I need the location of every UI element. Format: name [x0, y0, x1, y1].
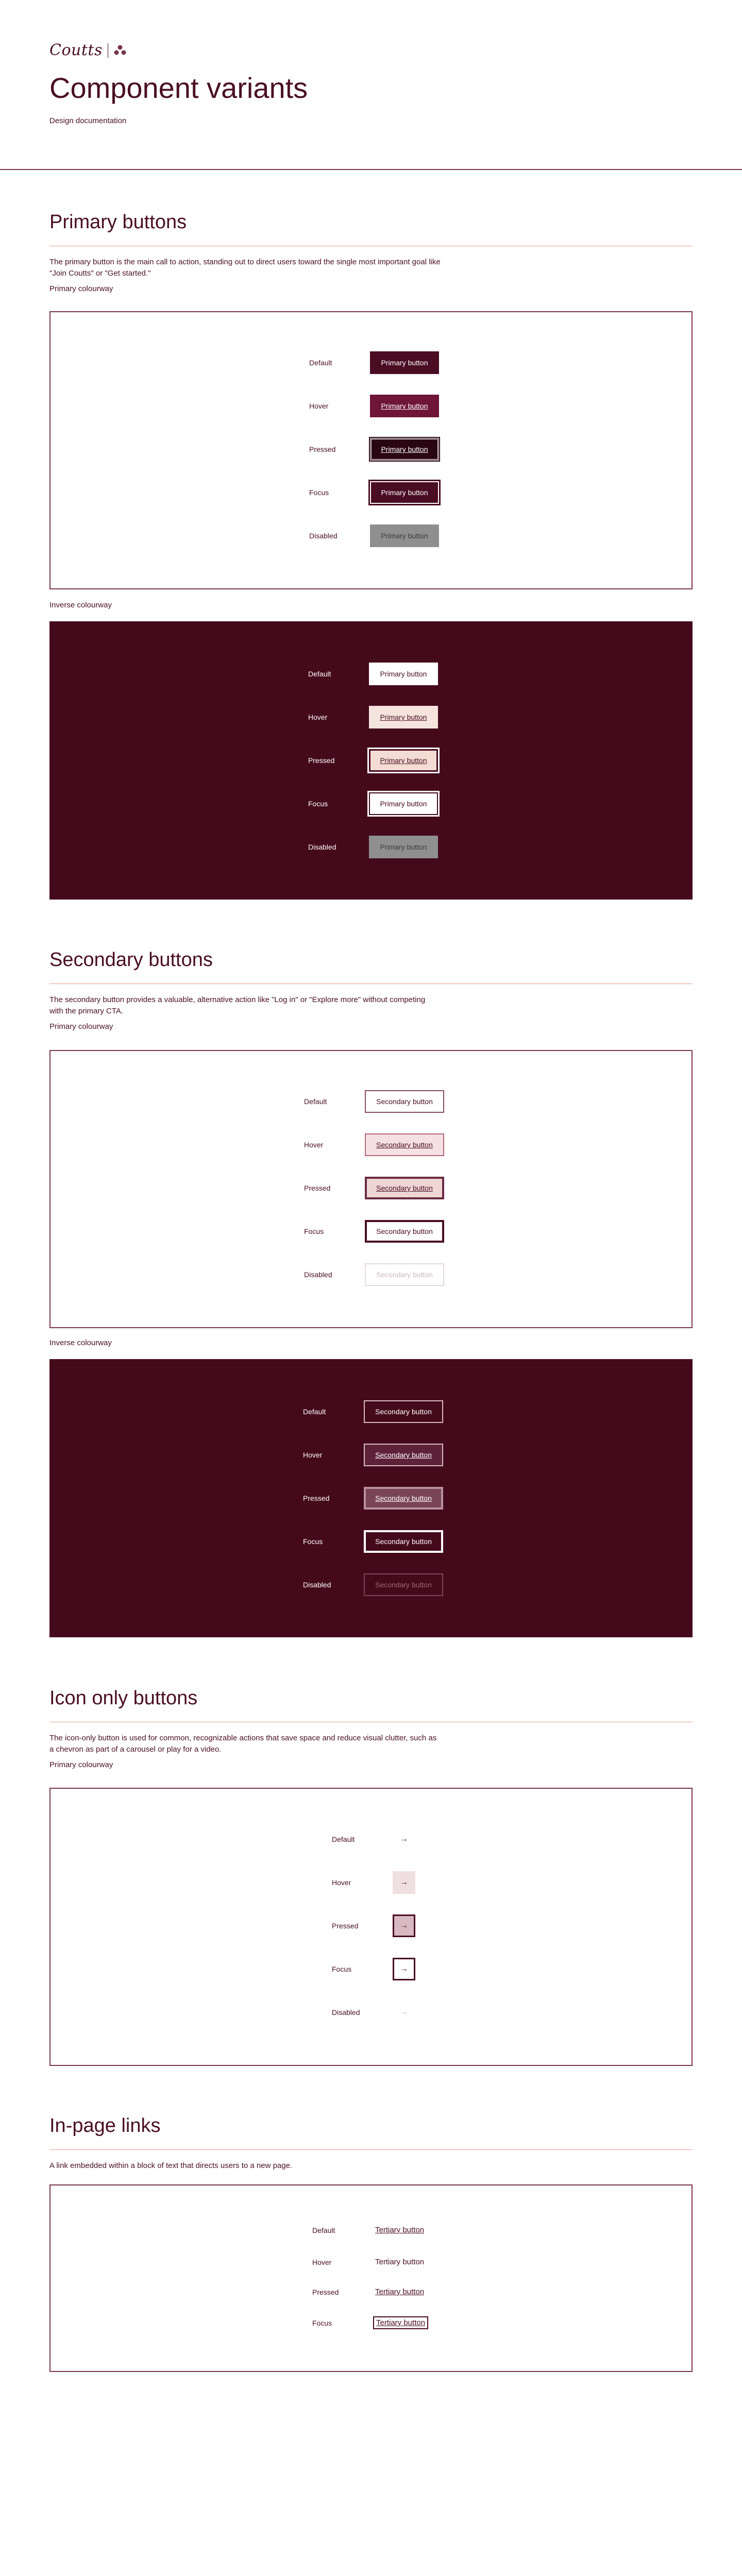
state-row-default: [312, 2225, 426, 2235]
state-row-pressed: [304, 1177, 444, 1199]
primary-button-default[interactable]: Primary button: [370, 351, 439, 374]
tertiary-link-hover[interactable]: Tertiary button: [375, 2258, 425, 2266]
state-label: Focus: [312, 2318, 332, 2327]
colourway-label: Primary colourway: [49, 284, 113, 293]
state-label: Hover: [308, 713, 328, 721]
state-row-pressed: [312, 2286, 426, 2297]
primary-inverse-panel: [49, 621, 693, 900]
state-label: Default: [303, 1408, 326, 1416]
primary-inverse-heading: [49, 601, 693, 609]
colourway-label: Inverse colourway: [49, 1338, 112, 1347]
section-description: The primary button is the main call to action, standing out to direct users toward the single most important goal like "Join Coutts" or "Get started.": [49, 258, 441, 278]
secondary-button-focus[interactable]: Secondary button: [365, 1220, 444, 1243]
state-row-hover: [304, 1133, 444, 1156]
primary-inverse-button-pressed[interactable]: Primary button: [369, 749, 438, 772]
state-row-default: [308, 663, 438, 685]
secondary-button-default[interactable]: Secondary button: [365, 1090, 444, 1113]
state-row-focus: [309, 481, 439, 504]
primary-button-disabled: Primary button: [370, 524, 439, 547]
state-label: Hover: [309, 402, 329, 410]
tertiary-link-default[interactable]: Tertiary button: [375, 2226, 425, 2234]
secondary-inverse-button-default[interactable]: Secondary button: [364, 1400, 443, 1423]
state-row-disabled: [309, 524, 439, 547]
arrow-right-icon[interactable]: →: [393, 1871, 415, 1894]
state-label: Disabled: [308, 843, 336, 851]
section-description: The secondary button provides a valuable, alternative action like "Log in" or "Explore more" without competing with the primary CTA.: [49, 995, 426, 1015]
primary-colourway-panel: [49, 311, 693, 589]
state-row-default: [332, 1828, 415, 1851]
state-row-disabled: [304, 1263, 444, 1286]
secondary-button-pressed[interactable]: Secondary button: [365, 1177, 444, 1199]
primary-button-pressed[interactable]: Primary button: [370, 438, 439, 461]
arrow-right-icon[interactable]: →: [393, 1914, 415, 1937]
secondary-colourway-panel: [49, 1050, 693, 1328]
state-label: Default: [332, 1835, 355, 1843]
secondary-button-hover[interactable]: Secondary button: [365, 1133, 444, 1156]
secondary-inverse-heading: [49, 1338, 693, 1347]
header-divider: [0, 169, 742, 170]
brand-logo: [49, 41, 127, 59]
state-label: Hover: [304, 1141, 324, 1149]
primary-inverse-button-hover[interactable]: Primary button: [369, 706, 438, 728]
section-title: In-page links: [49, 2115, 161, 2137]
state-label: Focus: [303, 1537, 323, 1546]
section-title: Secondary buttons: [49, 949, 213, 971]
section-description: The icon-only button is used for common, recognizable actions that save space and reduce visual clutter, such as a chevron as part of a carousel or play for a video.: [49, 1734, 437, 1754]
primary-inverse-button-disabled: Primary button: [369, 836, 438, 858]
links-section: [49, 2115, 693, 2172]
secondary-inverse-button-disabled: Secondary button: [364, 1573, 443, 1596]
secondary-inverse-button-pressed[interactable]: Secondary button: [364, 1487, 443, 1510]
state-label: Default: [304, 1097, 327, 1106]
arrow-right-icon[interactable]: →: [393, 1958, 415, 1980]
state-row-default: [303, 1400, 443, 1423]
state-row-hover: [332, 1871, 415, 1894]
state-row-default: [309, 351, 439, 374]
state-label: Default: [309, 359, 332, 367]
secondary-inverse-button-hover[interactable]: Secondary button: [364, 1444, 443, 1466]
section-title: Primary buttons: [49, 211, 187, 233]
secondary-inverse-button-focus[interactable]: Secondary button: [364, 1530, 443, 1553]
state-row-focus: [303, 1530, 443, 1553]
state-row-pressed: [303, 1487, 443, 1510]
primary-inverse-button-focus[interactable]: Primary button: [369, 792, 438, 815]
state-label: Default: [312, 2226, 335, 2234]
section-description: A link embedded within a block of text that directs users to a new page.: [49, 2161, 293, 2170]
coutts-wordmark: Coutts: [49, 41, 103, 59]
tertiary-link-focus[interactable]: Tertiary button: [373, 2316, 428, 2329]
state-label: Pressed: [312, 2287, 339, 2296]
crown-mark-icon: [113, 45, 127, 56]
links-panel: [49, 2184, 693, 2372]
state-label: Focus: [304, 1227, 324, 1235]
page-subtitle: Design documentation: [49, 116, 127, 125]
state-label: Disabled: [303, 1581, 331, 1589]
state-label: Disabled: [304, 1270, 332, 1279]
state-label: Pressed: [304, 1184, 331, 1192]
section-title: Icon only buttons: [49, 1687, 198, 1709]
icon-colourway-panel: [49, 1788, 693, 2066]
state-label: Hover: [312, 2258, 332, 2266]
tertiary-link-pressed[interactable]: Tertiary button: [375, 2287, 425, 2296]
state-label: Pressed: [303, 1494, 330, 1502]
state-row-default: [304, 1090, 444, 1113]
state-row-disabled: [308, 836, 438, 858]
state-label: Focus: [309, 488, 329, 497]
state-row-pressed: [308, 749, 438, 772]
state-row-pressed: [309, 438, 439, 461]
primary-inverse-button-default[interactable]: Primary button: [369, 663, 438, 685]
state-label: Focus: [332, 1965, 352, 1973]
state-row-focus: [304, 1220, 444, 1243]
state-label: Hover: [303, 1451, 323, 1459]
colourway-label: Primary colourway: [49, 1022, 113, 1031]
state-row-hover: [309, 395, 439, 417]
state-row-hover: [312, 2257, 426, 2267]
state-row-focus: [332, 1958, 415, 1980]
colourway-label: Primary colourway: [49, 1760, 113, 1769]
state-label: Disabled: [332, 2008, 360, 2016]
secondary-button-disabled: Secondary button: [365, 1263, 444, 1286]
arrow-right-icon[interactable]: →: [400, 1835, 408, 1843]
primary-buttons-section: [49, 211, 693, 293]
page-title: Component variants: [49, 72, 308, 104]
state-row-disabled: [303, 1573, 443, 1596]
icon-buttons-section: [49, 1687, 693, 1769]
state-label: Pressed: [309, 445, 336, 453]
state-label: Focus: [308, 800, 328, 808]
state-row-focus: [308, 792, 438, 815]
arrow-right-icon: →: [400, 2008, 408, 2016]
secondary-buttons-section: [49, 949, 693, 1031]
state-row-disabled: [332, 2001, 415, 2024]
primary-button-focus[interactable]: Primary button: [370, 481, 439, 504]
state-row-pressed: [332, 1914, 415, 1937]
section-divider: [49, 2149, 693, 2150]
state-label: Pressed: [332, 1922, 359, 1930]
state-row-focus: [312, 2316, 428, 2329]
state-row-hover: [308, 706, 438, 728]
state-row-hover: [303, 1444, 443, 1466]
colourway-label: Inverse colourway: [49, 601, 112, 609]
state-label: Pressed: [308, 756, 335, 765]
primary-button-hover[interactable]: Primary button: [370, 395, 439, 417]
secondary-inverse-panel: [49, 1359, 693, 1637]
state-label: Hover: [332, 1878, 351, 1887]
state-label: Default: [308, 670, 331, 678]
page-header: [0, 0, 742, 170]
state-label: Disabled: [309, 532, 338, 540]
